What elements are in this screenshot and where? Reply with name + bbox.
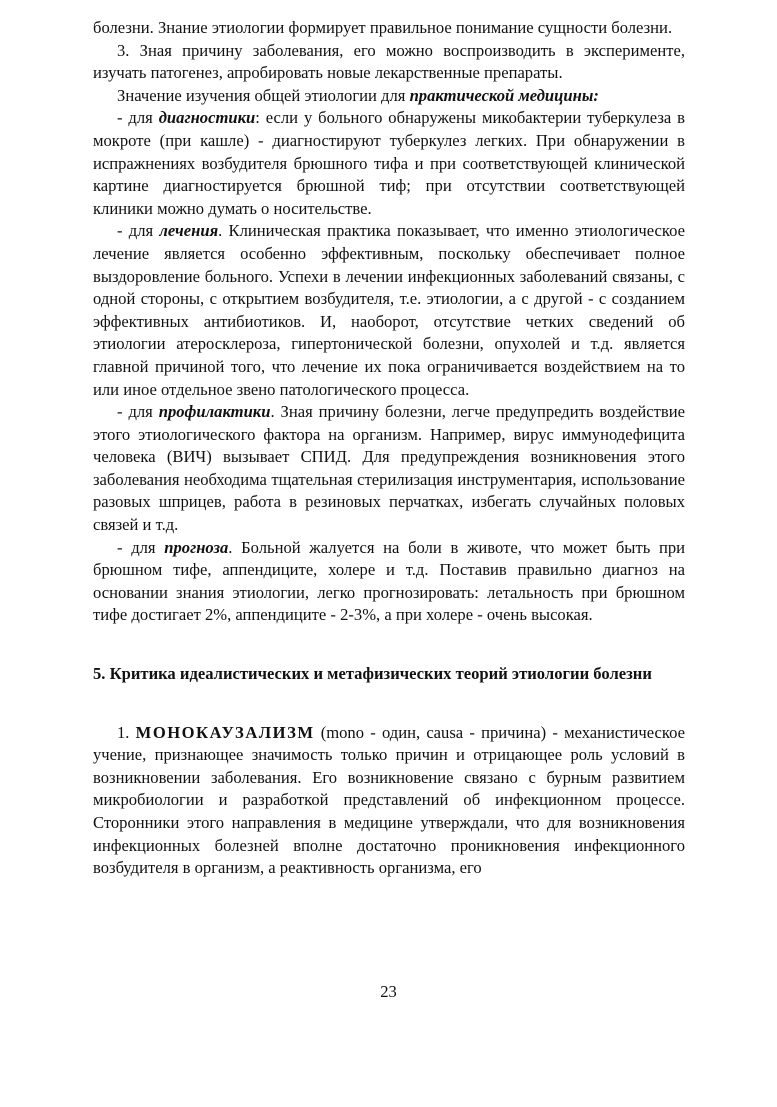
paragraph-diagnostics xyxy=(93,107,685,220)
emphasis-prevention: профилактики xyxy=(158,402,271,422)
paragraph-rest: . Больной жалуется на боли в животе, что может быть при брюшном тифе, аппендиците, холере и т.д. Поставив правильно диагноз на основании знания этиологии, легко прогнозировать: летальность при брюшном тифе достигает 2%, аппендиците - 2-3%, а при холере - очень высокая. xyxy=(93,537,686,625)
paragraph-practical-medicine-intro xyxy=(93,85,685,108)
paragraph-prevention xyxy=(93,401,685,537)
paragraph-text: болезни. Знание этиологии формирует правильное понимание сущности болезни. xyxy=(93,18,673,37)
paragraph-lead: - для xyxy=(117,108,159,128)
paragraph-prognosis xyxy=(93,537,685,627)
page-number: 23 xyxy=(380,982,397,1001)
paragraph-rest: : если у больного обнаружены микобактерии туберкулеза в мокроте (при кашле) - диагностируют туберкулез легких. При обнаружении в испражнениях возбудителя брюшного тифа и при соответствующей клинической картине диагностируется брюшной тиф; при отсутствии соответствующей клиники можно думать о носительстве. xyxy=(93,108,685,218)
term-monocausalism: МОНОКАУЗАЛИЗМ xyxy=(135,722,315,742)
paragraph-lead: - для xyxy=(117,402,159,422)
paragraph-rest: (mono - один, causa - причина) - механистическое учение, признающее значимость только причин и отрицающее роль условий в возникновении заболевания. Его возникновение связано с бурным развитием микробиологии и разработкой представлений об инфекционном процессе. Сторонники этого направления в медицине утверждали, что для возникновения инфекционных болезней вполне достаточно проникновения инфекционного возбудителя в организм, а реактивность организма, его xyxy=(93,722,685,878)
paragraph-lead: 1. xyxy=(117,722,136,742)
paragraph-text: 3. Зная причину заболевания, его можно воспроизводить в эксперименте, изучать патогенез, апробировать новые лекарственные препараты. xyxy=(93,40,685,83)
page-text-block xyxy=(93,17,685,880)
paragraph-lead: Значение изучения общей этиологии для xyxy=(117,85,410,105)
emphasis-prognosis: прогноза xyxy=(164,537,229,557)
paragraph-lead: - для xyxy=(117,537,165,557)
paragraph-point-3 xyxy=(93,40,685,85)
paragraph-rest: . Клиническая практика показывает, что именно этиологическое лечение является особенно эффективным, поскольку обеспечивает полное выздоровление больного. Успехи в лечении инфекционных заболеваний связаны, с одной стороны, с открытием возбудителя, т.е. этиологии, а с другой - с созданием эффективных антибиотиков. И, наоборот, отсутствие четких сведений об этиологии атеросклероза, гипертонической болезни, опухолей и т.д. является главной причиной того, что лечение их пока ограничивается воздействием на то или иное отдельное звено патологического процесса. xyxy=(93,221,685,399)
paragraph-treatment xyxy=(93,220,685,401)
emphasis-diagnostics: диагностики xyxy=(158,108,256,128)
paragraph-lead: - для xyxy=(117,221,160,241)
section-heading: 5. Критика идеалистических и метафизических теорий этиологии болезни xyxy=(93,664,652,684)
paragraph-monocausalism xyxy=(93,722,685,880)
emphasis-treatment: лечения xyxy=(159,221,219,241)
emphasis-practical-medicine: практической медицины: xyxy=(409,85,599,105)
paragraph-intro-continuation xyxy=(93,17,685,40)
paragraph-rest: . Зная причину болезни, легче предупредить воздействие этого этиологического фактора на организм. Например, вирус иммунодефицита человека (ВИЧ) вызывает СПИД. Для предупреждения возникновения этого заболевания необходима тщательная стерилизация инструментария, использование разовых шприцев, работа в резиновых перчатках, избегать случайных половых связей и т.д. xyxy=(93,402,685,535)
